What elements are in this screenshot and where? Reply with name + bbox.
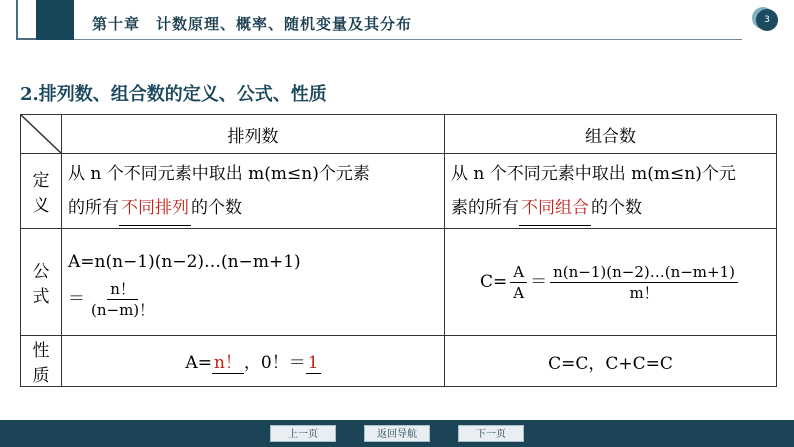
next-page-button[interactable]: 下一页 [458, 425, 524, 442]
chapter-title: 第十章 计数原理、概率、随机变量及其分布 [92, 15, 413, 33]
definition-permutation-line1: 从 n 个不同元素中取出 m(m≤n)个元素 [68, 163, 370, 184]
text-suffix: 的个数 [191, 197, 242, 218]
formula-table [20, 114, 777, 387]
text-prefix: 素的所有 [451, 197, 519, 218]
fraction-denominator: m！ [629, 283, 659, 302]
answer-blank-combination: 不同组合 [519, 191, 591, 226]
prev-page-button[interactable]: 上一页 [270, 425, 336, 442]
formula-permutation-line1: A=n(n−1)(n−2)…(n−m+1) [68, 251, 301, 272]
answer-blank-n-factorial: n！ [212, 348, 244, 374]
row-label-property: 性质 [21, 336, 62, 387]
fraction-numerator: n(n−1)(n−2)…(n−m+1) [550, 262, 738, 283]
property-combination-cell: C=C，C+C=C [445, 336, 777, 387]
definition-permutation-line2 [68, 191, 438, 226]
table-row-definition [21, 154, 777, 229]
combination-fraction-ratio [510, 262, 527, 303]
fraction-denominator: (n−m)！ [91, 300, 155, 319]
page-number-badge: 3 [756, 9, 778, 31]
formula-combination-cell: C= $\frac{A}{A}$ ＝ $\frac{n(n-1)(n-2)\dots(n-m+1)}{m!}$ [445, 229, 777, 336]
text-prefix: 的所有 [68, 197, 119, 218]
definition-permutation-cell [62, 154, 445, 229]
property-permutation-mid: ，0！＝ [243, 353, 306, 373]
permutation-fraction [88, 279, 157, 320]
answer-blank-zero-factorial: 1 [307, 353, 319, 373]
section-title: 2.排列数、组合数的定义、公式、性质 [20, 84, 327, 105]
fraction-numerator: A [510, 262, 527, 283]
header-decoration-block [36, 0, 74, 40]
answer-blank-permutation: 不同排列 [119, 191, 191, 226]
header-combination: 组合数 [445, 115, 777, 154]
home-navigation-button[interactable]: 返回导航 [364, 425, 430, 442]
text-suffix: 的个数 [591, 197, 642, 218]
property-permutation-prefix: A= [185, 353, 212, 373]
definition-combination-cell [445, 154, 777, 229]
header-decoration-outline [16, 0, 38, 40]
formula-permutation-cell [62, 229, 445, 336]
definition-combination-line1: 从 n 个不同元素中取出 m(m≤n)个元 [451, 163, 736, 184]
diagonal-corner-cell [21, 115, 62, 154]
header-divider [74, 39, 742, 40]
table-row-formula [21, 229, 777, 336]
diagonal-line [21, 115, 61, 153]
combination-fraction-expanded [550, 262, 738, 303]
definition-combination-line2 [451, 191, 770, 226]
formula-permutation-line2: ＝ $\frac{n!}{(n-m)!}$ [68, 279, 438, 320]
row-label-definition: 定义 [21, 154, 62, 229]
fraction-numerator: n！ [107, 279, 138, 300]
row-label-formula: 公式 [21, 229, 62, 336]
fraction-denominator: A [513, 283, 525, 302]
formula-combination-lhs: C= [480, 271, 508, 292]
table-header-row [21, 115, 777, 154]
property-permutation-cell [62, 336, 445, 387]
table-row-property [21, 336, 777, 387]
header-permutation: 排列数 [62, 115, 445, 154]
